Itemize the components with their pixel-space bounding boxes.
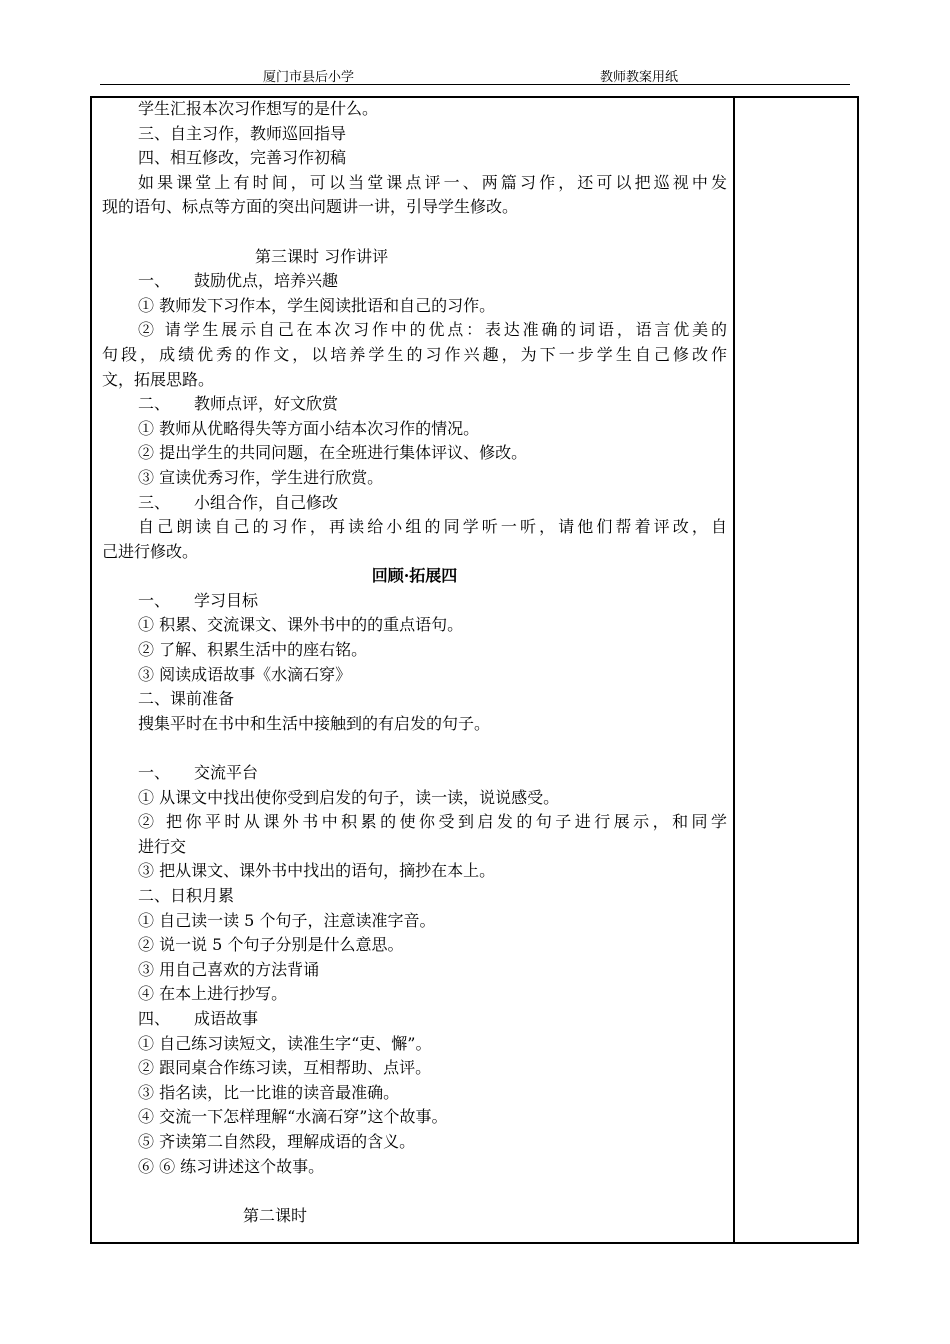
text-line: ⑥ ⑥ 练习讲述这个故事。 [138, 1156, 325, 1176]
lesson-content [102, 97, 727, 1228]
text-line: ② 提出学生的共同问题，在全班进行集体评议、修改。 [138, 443, 528, 463]
text-line: ① 积累、交流课文、课外书中的的重点语句。 [138, 615, 464, 635]
text-line: ③ 宣读优秀习作，学生进行欣赏。 [138, 467, 384, 487]
text-line: ④ 交流一下怎样理解“水滴石穿”这个故事。 [138, 1107, 448, 1127]
text-line: ③ 把从课文、课外书中找出的语句，摘抄在本上。 [138, 861, 496, 881]
blank-line [102, 736, 727, 761]
text-line: 学生汇报本次习作想写的是什么。 [138, 99, 379, 118]
text-line: 一、 交流平台 [138, 763, 259, 783]
paper-title: 教师教案用纸 [600, 69, 679, 84]
text-line: 四、相互修改，完善习作初稿 [138, 148, 347, 168]
column-divider [733, 96, 735, 1244]
text-line: ① 教师从优略得失等方面小结本次习作的情况。 [138, 418, 480, 438]
blank-line [102, 220, 727, 245]
text-line: 三、自主习作，教师巡回指导 [138, 123, 347, 143]
text-line: 二、日积月累 [138, 886, 235, 905]
text-line: ③ 用自己喜欢的方法背诵 [138, 959, 320, 979]
text-line: 文，拓展思路。 [102, 369, 215, 389]
text-line: ① 自己读一读 5 个句子，注意读准字音。 [138, 910, 436, 930]
text-line: 如果课堂上有时间，可以当堂课点评一、两篇习作，还可以把巡视中发 [138, 172, 727, 192]
text-line: 回顾·拓展四 [371, 566, 458, 586]
blank-line [102, 1179, 727, 1204]
text-line: ② 跟同桌合作练习读，互相帮助、点评。 [138, 1058, 432, 1078]
text-line: ① 从课文中找出使你受到启发的句子，读一读，说说感受。 [138, 787, 560, 807]
text-line: ① 教师发下习作本，学生阅读批语和自己的习作。 [138, 295, 496, 315]
text-line: 二、课前准备 [138, 689, 235, 709]
text-line: 四、 成语故事 [138, 1008, 259, 1028]
text-line: 进行交 [138, 836, 187, 856]
school-name: 厦门市县后小学 [263, 69, 355, 84]
text-line: 一、 鼓励优点，培养兴趣 [138, 271, 339, 291]
text-line: 现的语句、标点等方面的突出问题讲一讲，引导学生修改。 [102, 197, 519, 217]
page-header [100, 62, 850, 85]
text-line: 第三课时 习作讲评 [255, 246, 389, 266]
text-line: ③ 指名读，比一比谁的读音最准确。 [138, 1082, 400, 1102]
text-line: ④ 在本上进行抄写。 [138, 984, 288, 1004]
text-line: ② 了解、积累生活中的座右铭。 [138, 640, 368, 660]
text-line: 一、 学习目标 [138, 590, 259, 610]
text-line: 搜集平时在书中和生活中接触到的有启发的句子。 [138, 713, 491, 733]
text-line: 句段，成绩优秀的作文，以培养学生的习作兴趣，为下一步学生自己修改作 [102, 344, 727, 364]
text-line: ② 把你平时从课外书中积累的使你受到启发的句子进行展示，和同学 [138, 812, 727, 832]
text-line: ① 自己练习读短文，读准生字“吏、懈”。 [138, 1033, 432, 1053]
text-line: ⑤ 齐读第二自然段，理解成语的含义。 [138, 1131, 416, 1151]
text-line: 二、 教师点评，好文欣赏 [138, 394, 339, 414]
text-line: 自己朗读自己的习作，再读给小组的同学听一听，请他们帮着评改，自 [138, 517, 727, 537]
text-line: ② 请学生展示自己在本次习作中的优点：表达准确的词语，语言优美的 [138, 320, 727, 340]
text-line: ③ 阅读成语故事《水滴石穿》 [138, 664, 352, 684]
text-line: ② 说一说 5 个句子分别是什么意思。 [138, 935, 404, 955]
text-line: 己进行修改。 [102, 541, 199, 561]
text-line: 第二课时 [243, 1205, 308, 1225]
text-line: 三、 小组合作，自己修改 [138, 492, 339, 512]
